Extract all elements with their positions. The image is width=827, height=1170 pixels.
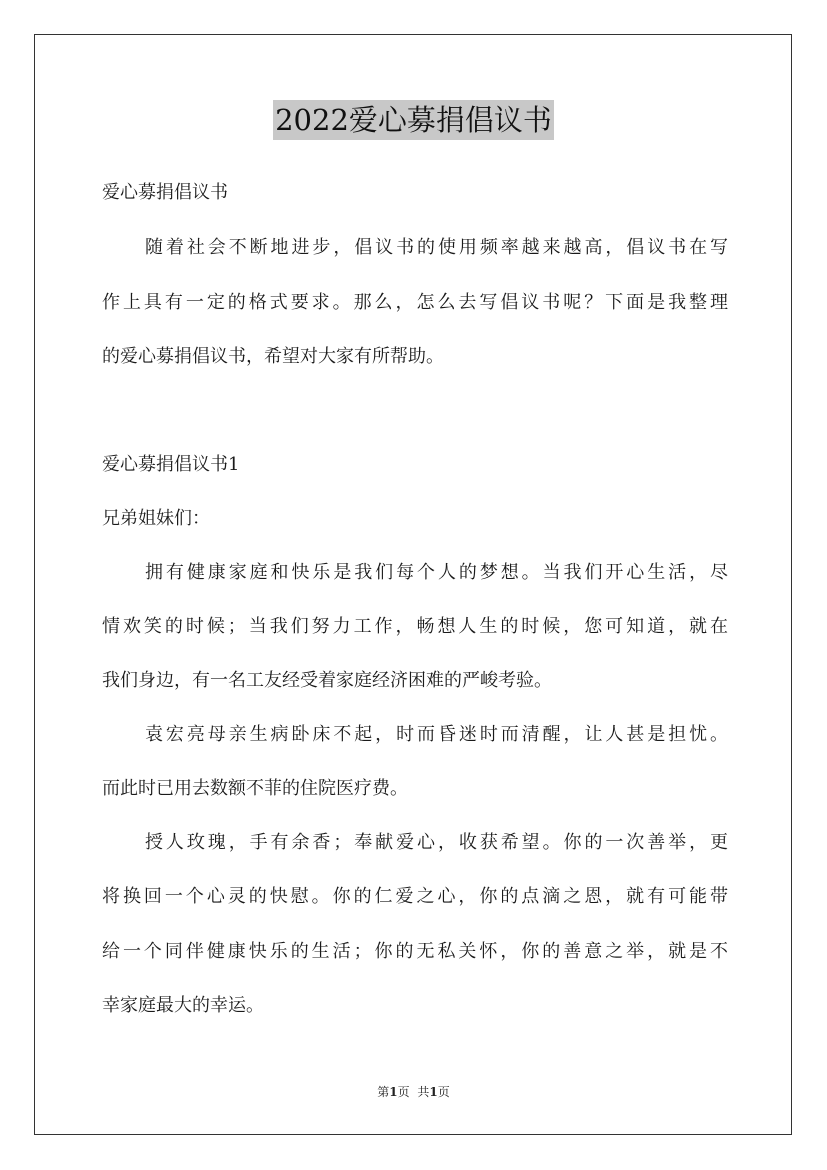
- para3-line-1: 授人玫瑰，手有余香；奉献爱心，收获希望。你的一次善举，更: [145, 832, 728, 853]
- para2-line-1: 袁宏亮母亲生病卧床不起，时而昏迷时而清醒，让人甚是担忧。: [145, 724, 728, 745]
- para2-line-2: 而此时已用去数额不菲的住院医疗费。: [102, 778, 408, 799]
- intro-line-2: 作上具有一定的格式要求。那么，怎么去写倡议书呢？下面是我整理: [102, 292, 728, 313]
- para3-line-4: 幸家庭最大的幸运。: [102, 995, 264, 1016]
- footer-page-total: 1: [429, 1085, 438, 1099]
- intro-line-1: 随着社会不断地进步，倡议书的使用频率越来越高，倡议书在写: [145, 237, 728, 258]
- document-title: 2022爱心募捐倡议书: [273, 100, 554, 140]
- para3-line-3: 给一个同伴健康快乐的生活；你的无私关怀，你的善意之举，就是不: [102, 941, 728, 962]
- page-footer: [0, 1084, 827, 1100]
- section-heading: 爱心募捐倡议书: [102, 182, 228, 203]
- para1-line-2: 情欢笑的时候；当我们努力工作，畅想人生的时候，您可知道，就在: [102, 616, 728, 637]
- intro-line-3: 的爱心募捐倡议书，希望对大家有所帮助。: [102, 346, 444, 367]
- footer-total-suffix: 页: [437, 1085, 450, 1099]
- para1-line-3: 我们身边，有一名工友经受着家庭经济困难的严峻考验。: [102, 670, 552, 691]
- footer-page-suffix: 页: [397, 1085, 410, 1099]
- para1-line-1: 拥有健康家庭和快乐是我们每个人的梦想。当我们开心生活，尽: [145, 562, 728, 583]
- footer-page-current: 1: [389, 1085, 398, 1099]
- footer-page-prefix: 第: [377, 1085, 390, 1099]
- section-heading-2: 爱心募捐倡议书1: [102, 454, 240, 475]
- salutation: 兄弟姐妹们：: [102, 508, 210, 529]
- title-container: [0, 100, 827, 140]
- footer-total-prefix: 共: [417, 1085, 430, 1099]
- para3-line-2: 将换回一个心灵的快慰。你的仁爱之心，你的点滴之恩，就有可能带: [102, 886, 728, 907]
